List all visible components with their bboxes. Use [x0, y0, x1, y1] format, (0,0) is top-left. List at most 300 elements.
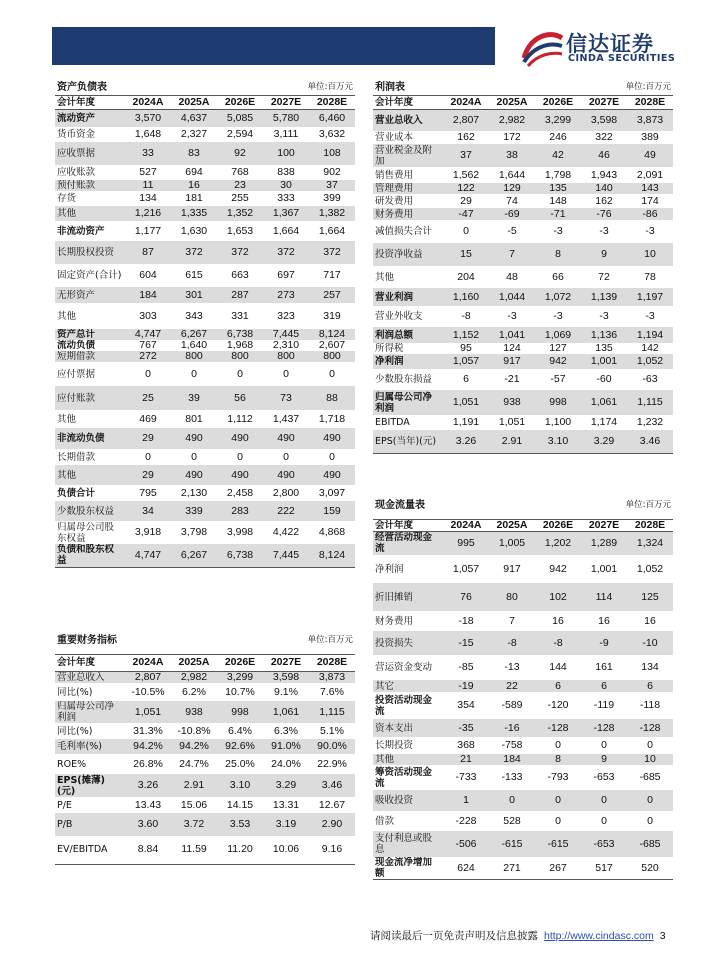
row-label: 营业总收入 — [373, 109, 443, 131]
row-value: -733 — [455, 771, 477, 783]
row-value: 0 — [555, 814, 561, 827]
table-row — [373, 194, 673, 208]
row-label: 负债和股东权益 — [55, 544, 125, 567]
row-label: 其他 — [373, 754, 443, 765]
row-value: -128 — [627, 719, 673, 737]
table-row — [373, 369, 673, 390]
row-value: 1,051 — [498, 416, 526, 428]
row-value: 24.7% — [179, 757, 209, 770]
row-label: EPS(当年)(元) — [373, 430, 443, 453]
row-value: 174 — [641, 194, 659, 207]
table-row — [55, 127, 355, 142]
row-value: -60 — [596, 373, 612, 385]
table-row — [373, 390, 673, 415]
row-value: -21 — [504, 373, 520, 385]
row-value: -69 — [489, 208, 535, 220]
row-value: 159 — [309, 501, 355, 521]
table-title: 重要财务指标 — [57, 635, 117, 647]
row-value: 3.29 — [581, 430, 627, 453]
row-label: 管理费用 — [373, 183, 443, 194]
row-label: 少数股东损益 — [375, 374, 433, 385]
row-value: 272 — [125, 351, 171, 362]
row-value: 90.0% — [309, 739, 355, 754]
row-value: 1,382 — [309, 206, 355, 221]
row-value: 140 — [581, 183, 627, 194]
row-value: 6 — [535, 680, 581, 692]
row-value: 78 — [644, 270, 656, 283]
row-value: 1,100 — [544, 416, 572, 428]
row-label: 资本支出 — [373, 719, 443, 737]
row-label: 非流动资产 — [57, 225, 105, 237]
row-value: -8 — [489, 631, 535, 655]
row-value: 3,299 — [535, 109, 581, 131]
row-value: 800 — [217, 351, 263, 362]
row-value: 49 — [627, 144, 673, 167]
row-value: 108 — [309, 142, 355, 165]
row-value: 2,800 — [272, 486, 300, 499]
table-row — [373, 430, 673, 453]
table-row — [373, 655, 673, 680]
row-value: 615 — [185, 269, 203, 281]
row-value: 1,197 — [627, 288, 673, 306]
row-value: -118 — [639, 699, 661, 711]
row-label: 负债合计 — [57, 487, 96, 499]
row-value: 37 — [309, 180, 355, 191]
row-value: 184 — [125, 287, 171, 303]
row-value: -615 — [489, 831, 535, 857]
row-value: 1,324 — [627, 531, 673, 555]
row-value: 29 — [460, 194, 472, 207]
row-label: EBITDA — [375, 417, 410, 428]
table-row — [55, 428, 355, 449]
row-value: 38 — [489, 144, 535, 167]
row-value: 6.3% — [274, 724, 298, 737]
row-value: 2,310 — [272, 340, 300, 351]
row-value: 16 — [171, 180, 217, 191]
row-value: 204 — [457, 270, 475, 283]
row-value: 1,115 — [627, 390, 673, 415]
row-value: 161 — [595, 661, 613, 673]
table-title-row — [55, 80, 355, 95]
row-value: -3 — [553, 310, 563, 322]
row-value: 6,267 — [171, 329, 217, 340]
row-value: 3.29 — [263, 774, 309, 797]
year-header: 2026E — [535, 95, 581, 109]
row-value: 527 — [139, 166, 157, 178]
row-value: 15 — [443, 243, 489, 266]
table-row — [373, 790, 673, 811]
row-value: -228 — [455, 814, 477, 827]
row-value: 29 — [125, 465, 171, 485]
row-value: 1,057 — [443, 354, 489, 369]
row-value: 13.31 — [272, 798, 300, 811]
row-label: 同比(%) — [57, 725, 93, 737]
row-value: 125 — [627, 583, 673, 611]
row-label: 其他 — [55, 465, 125, 485]
table-row — [55, 774, 355, 797]
income-statement-panel — [373, 80, 673, 454]
row-label: 投资损失 — [373, 631, 443, 655]
row-value: -10 — [627, 631, 673, 655]
row-value: 42 — [535, 144, 581, 167]
row-label: 销售费用 — [375, 169, 414, 181]
row-value: 1,352 — [217, 206, 263, 221]
row-value: 3,632 — [318, 128, 346, 140]
row-value: 368 — [457, 739, 475, 751]
cinda-logo-icon — [520, 28, 564, 68]
row-value: 3.46 — [309, 774, 355, 797]
row-value: 1,044 — [489, 288, 535, 306]
row-value: 938 — [171, 701, 217, 723]
row-value: 181 — [185, 192, 203, 204]
row-value: 301 — [171, 287, 217, 303]
row-value: 0 — [601, 739, 607, 751]
row-value: 124 — [503, 343, 521, 354]
table-row — [55, 165, 355, 180]
row-value: 6 — [627, 680, 673, 692]
row-value: 4,868 — [318, 526, 346, 538]
row-value: -35 — [443, 719, 489, 737]
row-value: 222 — [263, 501, 309, 521]
row-value: 2,607 — [318, 340, 346, 351]
table-row — [55, 264, 355, 287]
row-value: 72 — [598, 270, 610, 283]
row-value: 9 — [581, 243, 627, 266]
table-row — [373, 167, 673, 183]
row-value: -758 — [501, 739, 523, 751]
row-value: 16 — [552, 614, 564, 627]
row-value: 5,085 — [217, 109, 263, 127]
row-value: 1,202 — [535, 531, 581, 555]
row-label: 归属母公司净利润 — [55, 701, 125, 723]
income-statement-table — [373, 80, 673, 454]
row-value: 144 — [549, 661, 567, 673]
row-value: 0 — [283, 450, 289, 463]
row-value: 0 — [329, 450, 335, 463]
table-row — [55, 739, 355, 754]
table-row — [55, 303, 355, 329]
row-value: 0 — [581, 790, 627, 811]
table-row — [55, 386, 355, 410]
row-value: 624 — [443, 857, 489, 880]
row-value: 0 — [463, 225, 469, 237]
table-unit: 单位:百万元 — [307, 81, 353, 92]
row-value: 94.2% — [125, 739, 171, 754]
row-label: 支付利息或股息 — [373, 831, 443, 857]
row-label: 归属母公司股东权益 — [57, 521, 115, 544]
row-value: 142 — [641, 343, 659, 354]
row-label: 存货 — [57, 193, 77, 204]
row-value: 354 — [457, 699, 475, 711]
row-value: 3,873 — [309, 671, 355, 683]
row-value: 917 — [489, 354, 535, 369]
row-value: 3,998 — [226, 526, 254, 538]
row-value: 3.19 — [263, 813, 309, 836]
row-label: 折旧摊销 — [373, 583, 443, 611]
year-header: 2028E — [627, 95, 673, 109]
row-label: 预付账款 — [55, 180, 125, 191]
row-label: 利润总额 — [373, 327, 443, 343]
balance-sheet-table — [55, 80, 355, 568]
row-label: 长期借款 — [57, 451, 96, 463]
row-value: 0 — [237, 367, 243, 380]
row-value: 768 — [231, 166, 249, 178]
header-bar — [52, 27, 495, 65]
table-row — [55, 362, 355, 386]
row-value: 7,445 — [263, 329, 309, 340]
row-value: 490 — [263, 428, 309, 449]
row-value: 3.10 — [217, 774, 263, 797]
row-value: 143 — [627, 183, 673, 194]
row-value: 490 — [309, 428, 355, 449]
row-value: 663 — [231, 269, 249, 281]
table-row — [373, 343, 673, 354]
year-header: 2025A — [489, 95, 535, 109]
row-value: -589 — [501, 699, 523, 711]
row-value: -10.5% — [131, 685, 165, 698]
row-value: 25.0% — [225, 757, 255, 770]
table-row — [373, 680, 673, 692]
table-row — [373, 857, 673, 880]
row-value: 1,174 — [590, 416, 618, 428]
row-value: 271 — [489, 857, 535, 880]
row-value: 1,177 — [134, 224, 162, 237]
year-label: 会计年度 — [373, 519, 443, 531]
row-value: 255 — [231, 192, 249, 204]
row-value: 172 — [503, 131, 521, 143]
row-value: 87 — [125, 241, 171, 264]
row-value: 134 — [641, 661, 659, 673]
year-label: 会计年度 — [55, 95, 125, 109]
page-number: 3 — [659, 930, 666, 942]
row-value: 25 — [125, 386, 171, 410]
row-value: 7.6% — [320, 685, 344, 698]
row-value: 2,458 — [226, 486, 254, 499]
row-value: 902 — [323, 166, 341, 178]
table-row — [55, 180, 355, 191]
key-ratios-table — [55, 628, 355, 865]
row-value: 15.06 — [180, 798, 208, 811]
year-header: 2025A — [171, 654, 217, 671]
table-row — [373, 631, 673, 655]
row-value: 10.7% — [225, 685, 255, 698]
row-value: -8 — [461, 310, 471, 322]
row-value: 1,072 — [535, 288, 581, 306]
table-row — [55, 221, 355, 241]
row-value: 8,124 — [309, 329, 355, 340]
year-header: 2024A — [443, 519, 489, 531]
row-label: 净利润 — [373, 354, 443, 369]
row-value: 29 — [125, 428, 171, 449]
row-label: 营运资金变动 — [375, 662, 433, 673]
row-value: 3,873 — [627, 109, 673, 131]
row-value: 998 — [535, 390, 581, 415]
year-header: 2024A — [125, 654, 171, 671]
row-value: 2,594 — [226, 128, 254, 140]
row-value: 490 — [309, 465, 355, 485]
table-row — [55, 754, 355, 774]
row-value: 372 — [217, 241, 263, 264]
row-value: -119 — [593, 699, 615, 711]
row-value: 7 — [489, 243, 535, 266]
table-title-row — [55, 628, 355, 654]
row-value: 56 — [217, 386, 263, 410]
row-label: 营业成本 — [375, 132, 414, 143]
cashflow-table — [373, 492, 673, 880]
row-value: 3.10 — [535, 430, 581, 453]
row-value: 46 — [581, 144, 627, 167]
table-row — [55, 485, 355, 501]
table-row — [373, 811, 673, 831]
row-label: 净利润 — [375, 563, 404, 575]
table-row — [373, 754, 673, 765]
row-value: 1,232 — [636, 416, 664, 428]
row-value: 6 — [581, 680, 627, 692]
row-label: 财务费用 — [373, 208, 443, 220]
website-link[interactable]: http://www.cindasc.com — [544, 930, 654, 942]
row-value: 998 — [217, 701, 263, 723]
row-value: 694 — [185, 166, 203, 178]
row-value: -86 — [627, 208, 673, 220]
table-row — [373, 719, 673, 737]
row-value: 490 — [171, 428, 217, 449]
row-value: 2,982 — [171, 671, 217, 683]
row-value: 1,061 — [263, 701, 309, 723]
row-value: 6,738 — [217, 329, 263, 340]
row-value: -506 — [443, 831, 489, 857]
row-value: 2,807 — [125, 671, 171, 683]
row-value: 604 — [139, 269, 157, 281]
row-label: 营业外收支 — [375, 311, 423, 322]
row-label: 流动资产 — [55, 109, 125, 127]
year-header: 2025A — [489, 519, 535, 531]
row-value: 942 — [535, 354, 581, 369]
table-row — [373, 183, 673, 194]
row-value: 2,327 — [180, 128, 208, 140]
row-label: 营业总收入 — [55, 671, 125, 683]
table-row — [373, 611, 673, 631]
row-value: 10 — [627, 243, 673, 266]
table-row — [55, 142, 355, 165]
row-value: 3,111 — [273, 128, 299, 140]
row-value: 372 — [263, 241, 309, 264]
row-value: 1,335 — [171, 206, 217, 221]
row-value: -13 — [504, 661, 520, 673]
row-value: 1,005 — [489, 531, 535, 555]
row-value: 37 — [443, 144, 489, 167]
row-value: 23 — [217, 180, 263, 191]
row-value: 399 — [323, 192, 341, 204]
row-label: 应付票据 — [57, 368, 96, 380]
table-row — [55, 465, 355, 485]
row-value: 0 — [627, 790, 673, 811]
table-row — [55, 191, 355, 206]
year-header: 2028E — [309, 654, 355, 671]
row-value: 30 — [263, 180, 309, 191]
row-label: 少数股东权益 — [55, 501, 125, 521]
row-value: -120 — [547, 699, 569, 711]
table-row — [55, 521, 355, 544]
row-value: -63 — [642, 373, 658, 385]
row-value: 4,637 — [171, 109, 217, 127]
row-value: 122 — [443, 183, 489, 194]
table-header-row — [373, 519, 673, 531]
row-value: 80 — [489, 583, 535, 611]
row-value: 92 — [217, 142, 263, 165]
row-value: 74 — [506, 194, 518, 207]
year-header: 2027E — [263, 654, 309, 671]
row-value: 0 — [145, 367, 151, 380]
row-value: 0 — [555, 739, 561, 751]
row-value: 246 — [549, 131, 567, 143]
table-row — [55, 836, 355, 864]
row-value: -3 — [645, 225, 655, 237]
row-value: 1,718 — [318, 412, 346, 425]
row-value: 0 — [329, 367, 335, 380]
row-value: -3 — [599, 225, 609, 237]
row-value: -128 — [581, 719, 627, 737]
table-row — [373, 415, 673, 430]
row-label: P/B — [55, 813, 125, 836]
table-row — [373, 327, 673, 343]
row-value: 942 — [549, 562, 567, 575]
row-value: 34 — [125, 501, 171, 521]
row-value: 76 — [443, 583, 489, 611]
row-value: 3.72 — [171, 813, 217, 836]
row-value: 287 — [217, 287, 263, 303]
row-value: 801 — [185, 412, 203, 425]
row-value: 1,069 — [535, 327, 581, 343]
row-value: 1,664 — [272, 224, 300, 237]
row-value: 1,644 — [498, 168, 526, 181]
row-value: 6,460 — [309, 109, 355, 127]
table-title: 现金流量表 — [375, 499, 425, 511]
row-value: 134 — [139, 192, 157, 204]
table-row — [373, 109, 673, 131]
row-value: 4,747 — [125, 544, 171, 567]
row-label: 货币资金 — [57, 129, 96, 140]
row-value: 12.67 — [318, 798, 346, 811]
row-value: -47 — [443, 208, 489, 220]
row-value: 938 — [489, 390, 535, 415]
row-value: 2.91 — [171, 774, 217, 797]
row-value: 333 — [277, 192, 295, 204]
row-value: 319 — [323, 309, 341, 322]
table-row — [55, 544, 355, 567]
row-value: -18 — [458, 614, 474, 627]
row-label: 短期借款 — [55, 351, 125, 362]
row-value: 469 — [139, 412, 157, 425]
row-value: 3.46 — [627, 430, 673, 453]
table-row — [55, 723, 355, 739]
table-row — [55, 797, 355, 813]
row-value: -128 — [535, 719, 581, 737]
table-unit: 单位:百万元 — [625, 81, 671, 92]
row-value: 322 — [595, 131, 613, 143]
row-value: 11.59 — [171, 836, 217, 864]
row-value: 257 — [309, 287, 355, 303]
row-label: 现金流净增加额 — [373, 857, 443, 880]
row-value: 1,798 — [544, 168, 572, 181]
table-row — [55, 109, 355, 127]
row-label: 吸收投资 — [373, 790, 443, 811]
table-row — [55, 410, 355, 428]
table-row — [55, 813, 355, 836]
table-row — [373, 692, 673, 719]
year-header: 2026E — [217, 95, 263, 109]
year-header: 2025A — [171, 95, 217, 109]
table-row — [373, 220, 673, 243]
